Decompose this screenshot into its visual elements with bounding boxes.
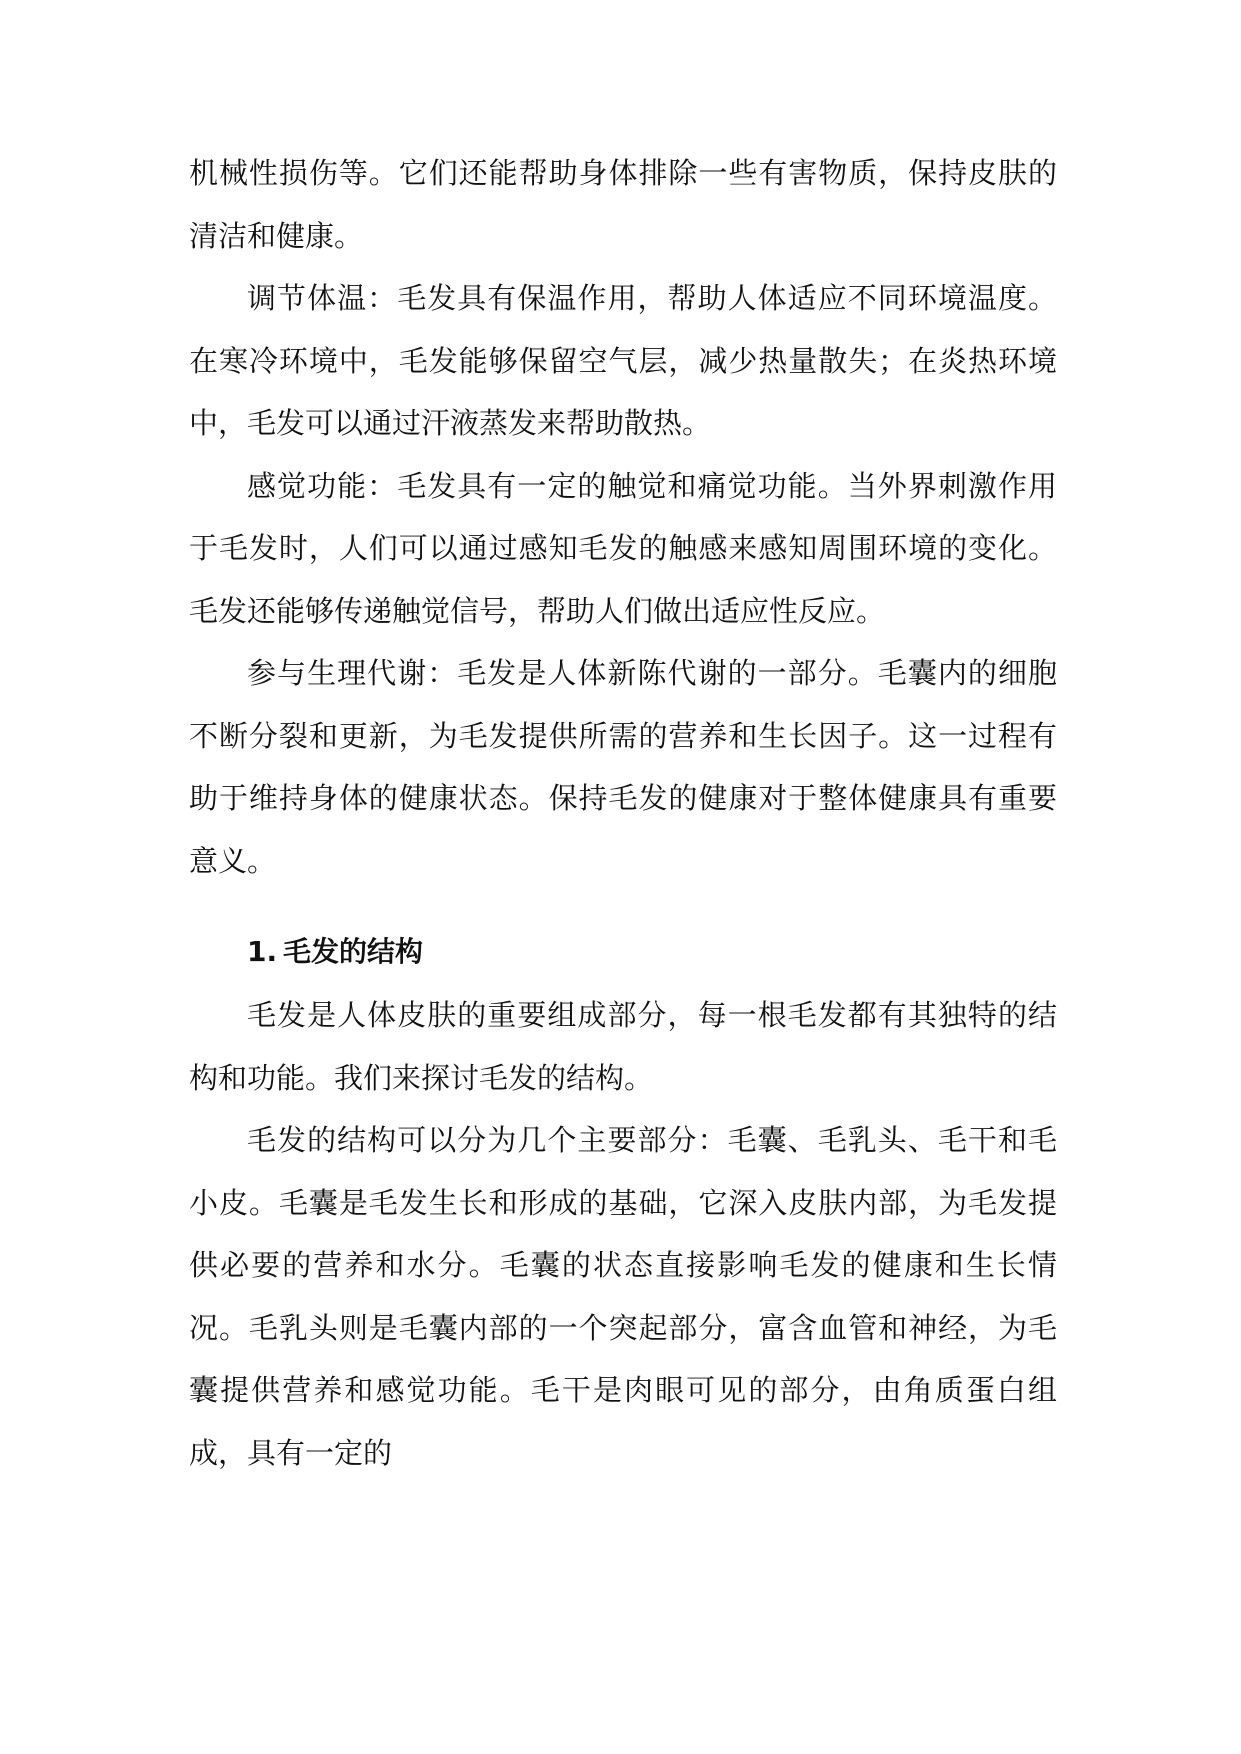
paragraph-body-temperature: 调节体温：毛发具有保温作用，帮助人体适应不同环境温度。在寒冷环境中，毛发能够保留空气层，减少热量散失；在炎热环境中，毛发可以通过汗液蒸发来帮助散热。 — [189, 281, 1057, 440]
document-body — [189, 142, 1057, 1484]
paragraph-continuation: 机械性损伤等。它们还能帮助身体排除一些有害物质，保持皮肤的清洁和健康。 — [189, 156, 1057, 253]
paragraph-sensory-function: 感觉功能：毛发具有一定的触觉和痛觉功能。当外界刺激作用于毛发时，人们可以通过感知毛发的触感来感知周围环境的变化。毛发还能够传递触觉信号，帮助人们做出适应性反应。 — [189, 468, 1057, 628]
paragraph-structure-intro: 毛发是人体皮肤的重要组成部分，每一根毛发都有其独特的结构和功能。我们来探讨毛发的结构。 — [189, 998, 1057, 1095]
paragraph-structure-parts: 毛发的结构可以分为几个主要部分：毛囊、毛乳头、毛干和毛小皮。毛囊是毛发生长和形成的基础，它深入皮肤内部，为毛发提供必要的营养和水分。毛囊的状态直接影响毛发的健康和生长情况。毛乳头则是毛囊内部的一个突起部分，富含血管和神经，为毛囊提供营养和感觉功能。毛干是肉眼可见的部分，由角质蛋白组成，具有一定的 — [189, 1123, 1057, 1470]
section-heading — [189, 922, 1057, 982]
section-heading-title: 毛发的结构 — [283, 935, 424, 968]
section-heading-number: 1. — [247, 935, 278, 968]
paragraph-metabolism: 参与生理代谢：毛发是人体新陈代谢的一部分。毛囊内的细胞不断分裂和更新，为毛发提供所需的营养和生长因子。这一过程有助于维持身体的健康状态。保持毛发的健康对于整体健康具有重要意义。 — [189, 656, 1057, 878]
